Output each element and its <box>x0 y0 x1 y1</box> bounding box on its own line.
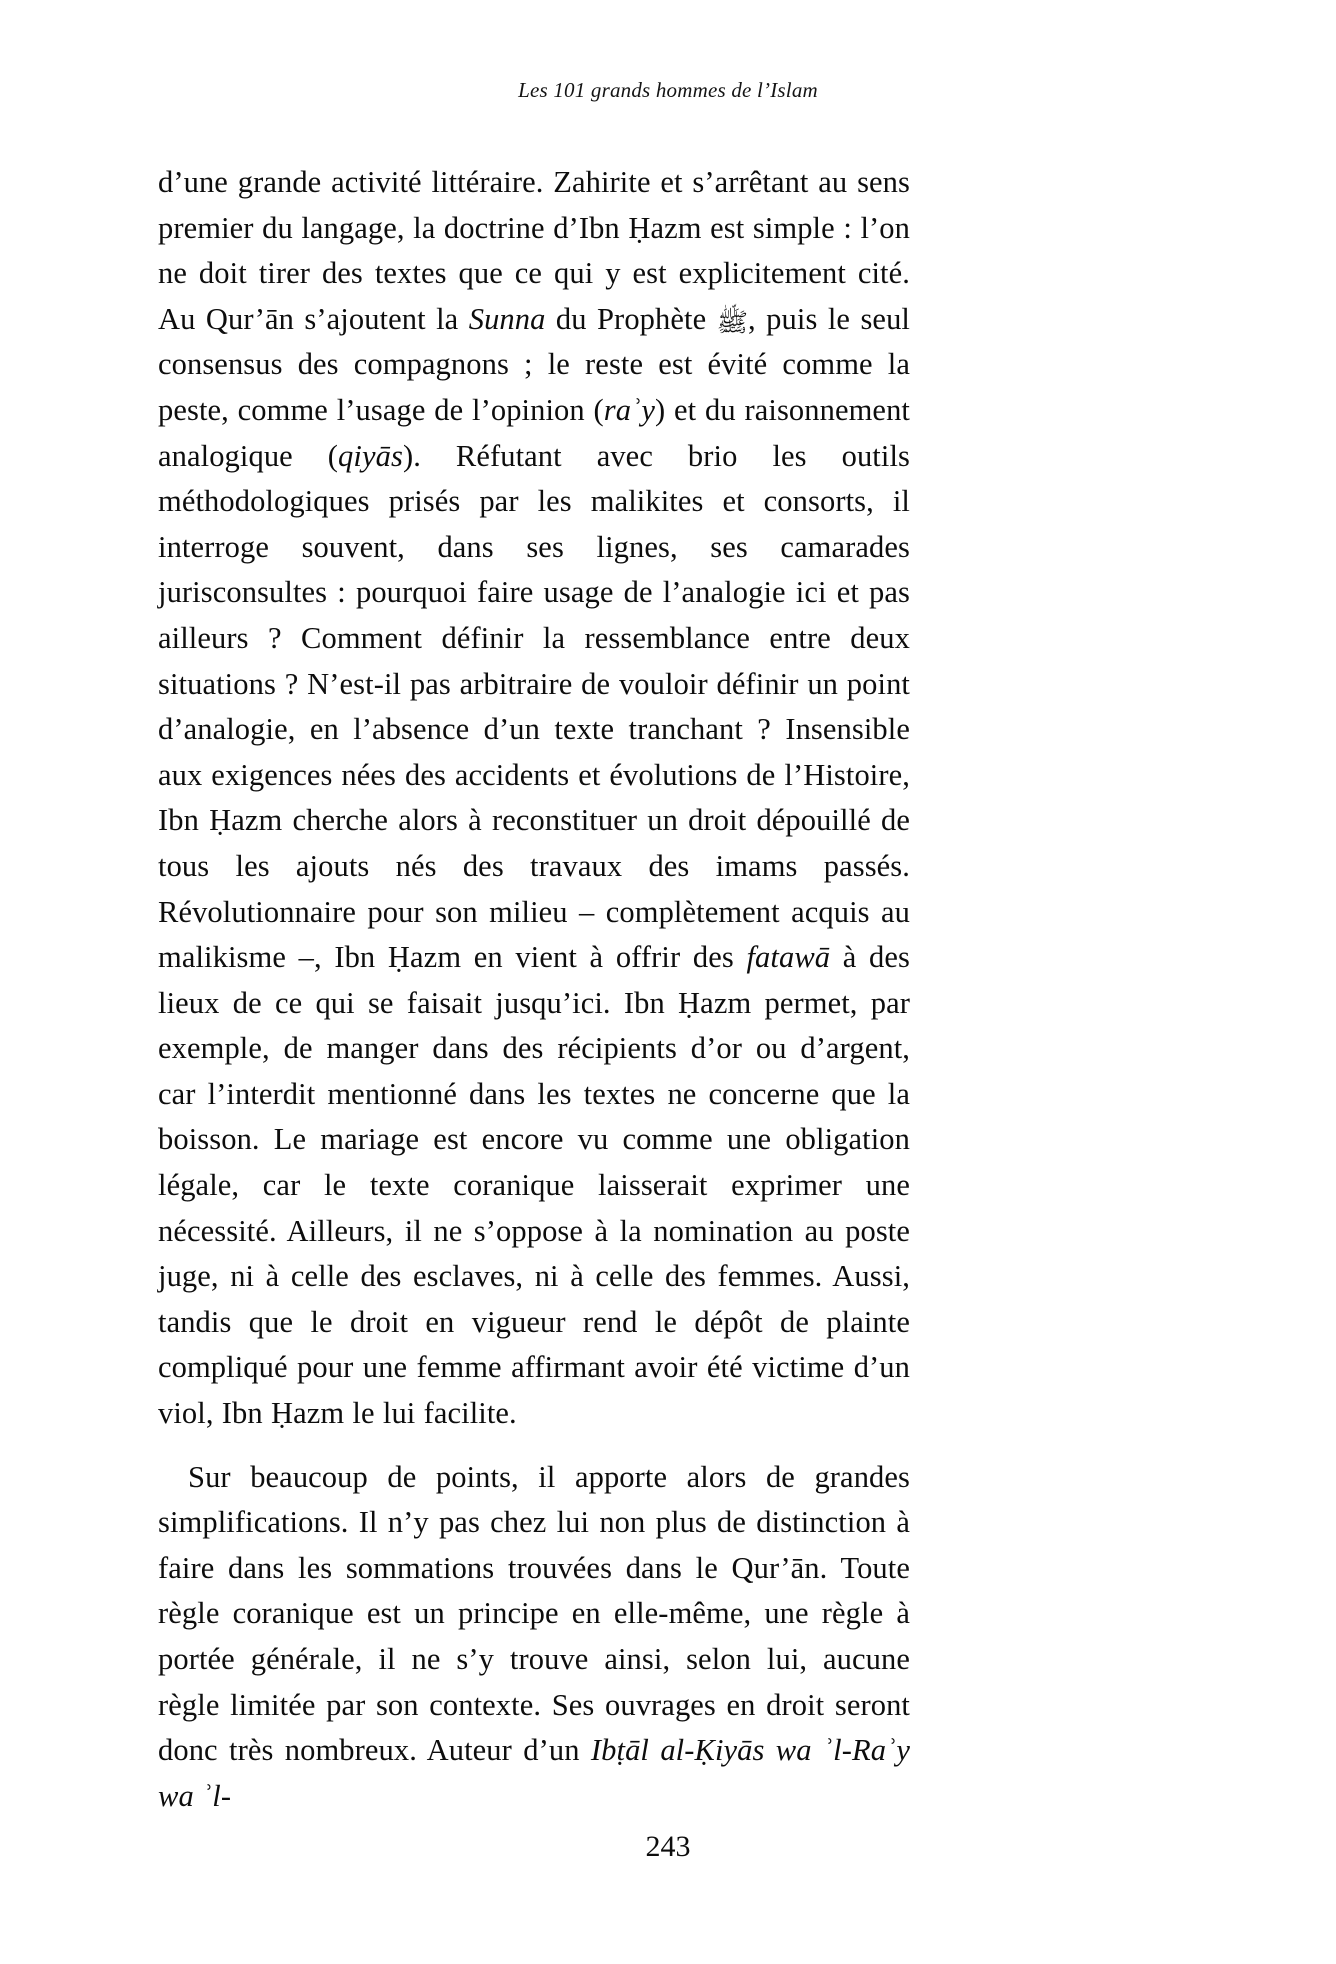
italic-term: raʾy <box>603 392 655 427</box>
running-header: Les 101 grands hommes de l’Islam <box>518 78 818 102</box>
paragraph-1: d’une grande activité littéraire. Zahirite et s’arrêtant au sens premier du langage, la doctrine d’Ibn Ḥazm est simple : l’on ne doit tirer des textes que ce qui y est explicitement cité. Au Qur’ān s’ajoutent la Sunna du Prophète ﷺ, puis le seul consensus des compagnons ; le reste est évité comme la peste, comme l’usage de l’opinion (raʾy) et du raisonnement analogique (qiyās). Réfutant avec brio les outils méthodologiques prisés par les malikites et consorts, il interroge souvent, dans ses lignes, ses camarades jurisconsultes : pourquoi faire usage de l’analogie ici et pas ailleurs ? Comment définir la ressemblance entre deux situations ? N’est-il pas arbitraire de vouloir définir un point d’analogie, en l’absence d’un texte tranchant ? Insensible aux exigences nées des accidents et évolutions de l’Histoire, Ibn Ḥazm cherche alors à reconstituer un droit dépouillé de tous les ajouts nés des travaux des imams passés. Révolutionnaire pour son milieu – complètement acquis au malikisme –, Ibn Ḥazm en vient à offrir des fatawā à des lieux de ce qui se faisait jusqu’ici. Ibn Ḥazm permet, par exemple, de manger dans des récipients d’or ou d’argent, car l’interdit mentionné dans les textes ne concerne que la boisson. Le mariage est encore vu comme une obligation légale, car le texte coranique laisserait exprimer une nécessité. Ailleurs, il ne s’oppose à la nomination au poste juge, ni à celle des esclaves, ni à celle des femmes. Aussi, tandis que le droit en vigueur rend le dépôt de plainte compliqué pour une femme affirmant avoir été victime d’un viol, Ibn Ḥazm le lui facilite. <box>158 165 911 1431</box>
text-column <box>158 160 910 1819</box>
page-number: 243 <box>645 1830 691 1863</box>
italic-term: Sunna <box>468 301 546 336</box>
paragraph-2: Sur beaucoup de points, il apporte alors de grandes simplifications. Il n’y pas chez lui non plus de distinction à faire dans les sommations trouvées dans le Qur’ān. Toute règle coranique est un principe en elle-même, une règle à portée générale, il ne s’y trouve ainsi, selon lui, aucune règle limitée par son contexte. Ses ouvrages en droit seront donc très nombreux. Auteur d’un Ibṭāl al-Ḳiyās wa ʾl-Raʾy wa ʾl- <box>158 1459 910 1813</box>
italic-term: Ibṭāl al-Ḳiyās wa ʾl-Raʾy wa ʾl- <box>158 1733 910 1813</box>
italic-term: qiyās <box>338 438 403 473</box>
italic-term: fatawā <box>746 940 831 975</box>
